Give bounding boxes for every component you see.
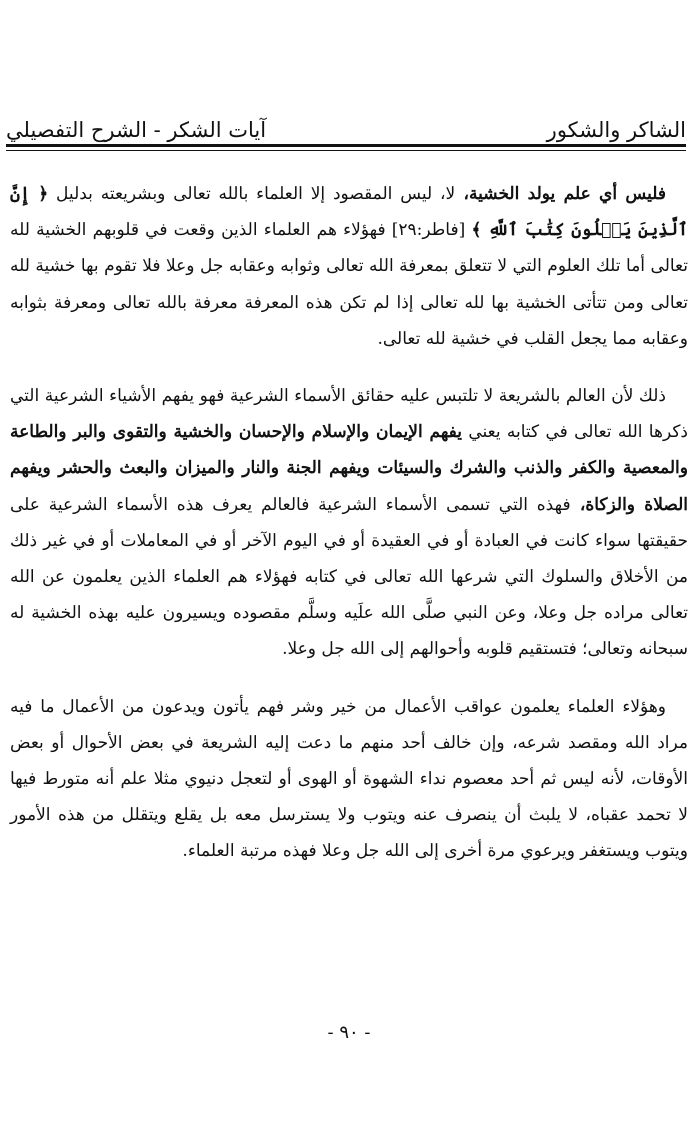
running-header (6, 112, 686, 146)
paragraph-1 (10, 176, 688, 357)
p2-span-2: فهذه التي تسمى الأسماء الشرعية فالعالم يعرف هذه الأسماء الشرعية على حقيقتها سواء كانت في العبادة أو في العقيدة أو في اليوم الآخر أو في المعاملات أو في غير ذلك من الأخلاق والسلوك التي شرعها الله تعالى في كتابه فهؤلاء هم العلماء الذين يعلمون عن الله تعالى مراده جل وعلا، وعن النبي صلَّى الله علَيه وسلَّم مقصوده ويسيرون عليه بهذه الخشية له سبحانه وتعالى؛ فتستقيم قلوبه وأحوالهم إلى الله جل وعلا. (10, 494, 688, 660)
header-rule-thin (6, 150, 686, 151)
section-title: آيات الشكر - الشرح التفصيلي (6, 118, 267, 142)
p2-span-1: يفهم الإيمان والإسلام والإحسان والخشية والتقوى والبر والطاعة والمعصية والكفر والذنب والشرك والسيئات ويفهم الجنة والنار والميزان والبعث والحشر ويفهم الصلاة والزكاة، (10, 422, 688, 515)
paragraph-2 (10, 378, 688, 668)
p2-span-0: ذلك لأن العالم بالشريعة لا تلتبس عليه حقائق الأسماء الشرعية فهو يفهم الأشياء الشرعية التي ذكرها الله تعالى في كتابه يعني (10, 386, 688, 443)
book-title: الشاكر والشكور (546, 118, 686, 142)
header-rule-thick (6, 144, 686, 147)
page-number: - ٩٠ - (327, 1022, 371, 1043)
p3-span-0: وهؤلاء العلماء يعلمون عواقب الأعمال من خير وشر فهم يأتون ويدعون من الأعمال ما فيه مراد الله ومقصد شرعه، وإن خالف أحد منهم ما دعت إليه الشريعة في بعض الأحوال أو بعض الأوقات، لأنه ليس ثم أحد معصوم نداء الشهوة أو الهوى أو لتعجل دنيوي مثلا علم أنه متورط فيها لا تحمد عقباه، لا يلبث أن ينصرف عنه ويتوب ولا يسترسل معه بل يقلع ويتقلل من هذه الأمور ويتوب ويستغفر ويرعوي مرة أخرى إلى الله جل وعلا فهذه مرتبة العلماء. (10, 696, 688, 862)
p1-span-1: لا، ليس المقصود إلا العلماء بالله تعالى وبشريعته بدليل (48, 184, 456, 204)
paragraph-3 (10, 689, 688, 870)
body-text (10, 176, 688, 891)
quran-quote: ﴿ إِنَّ ٱلَّذِينَ يَتۡلُونَ كِتَٰبَ ٱللَّهِ ﴾ (10, 184, 688, 241)
p1-span-0: فليس أي علم يولد الخشية، (455, 184, 666, 204)
p1-span-3: [فاطر:٢٩] فهؤلاء هم العلماء الذين وقعت في قلوبهم الخشية لله تعالى أما تلك العلوم التي لا تتعلق بمعرفة الله تعالى وثوابه وعقابه جل وعلا فلا تقوم بها خشية لله تعالى ومن تتأتى الخشية بها لله تعالى إذا لم تكن هذه المعرفة معرفة بالله تعالى ومعرفة بثوابه وعقابه مما يجعل القلب في خشية لله تعالى. (10, 220, 688, 349)
